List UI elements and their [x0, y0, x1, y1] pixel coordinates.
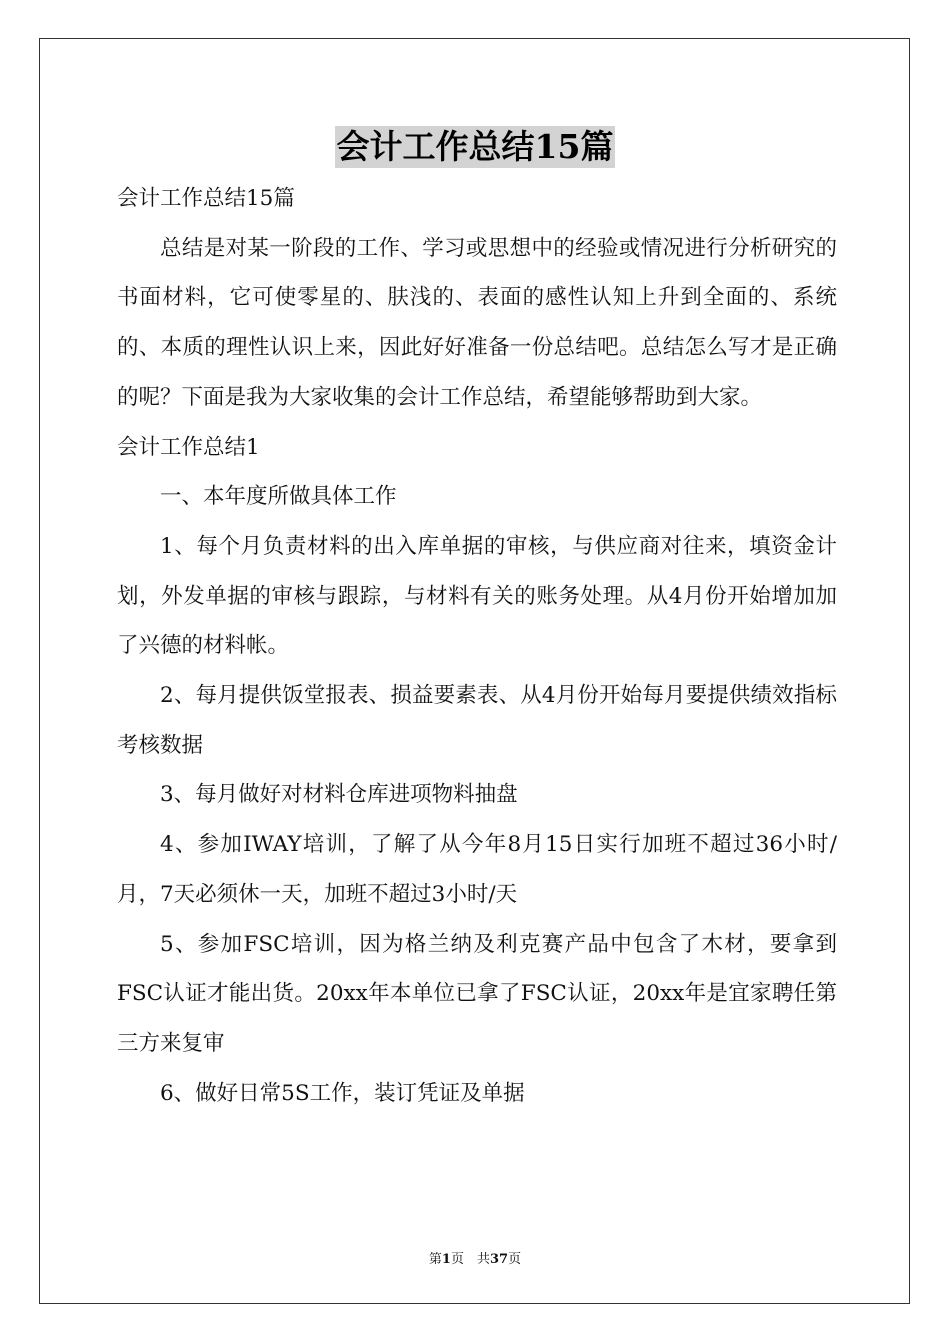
section-heading: 会计工作总结1 [117, 434, 260, 460]
part-heading: 一、本年度所做具体工作 [160, 484, 397, 510]
page-footer [0, 1248, 950, 1267]
list-item: 6、做好日常5S工作，装订凭证及单据 [160, 1080, 525, 1106]
list-item: 5、参加FSC培训，因为格兰纳及利克赛产品中包含了木材，要拿到FSC认证才能出货。20xx年本单位已拿了FSC认证，20xx年是宜家聘任第三方来复审 [117, 931, 837, 1056]
list-item: 2、每月提供饭堂报表、损益要素表、从4月份开始每月要提供绩效指标考核数据 [117, 683, 837, 758]
list-item: 3、每月做好对材料仓库进项物料抽盘 [160, 782, 518, 808]
document-subtitle: 会计工作总结15篇 [117, 186, 295, 211]
page-total: 37 [489, 1252, 509, 1267]
document-body [117, 174, 837, 1118]
list-item: 1、每个月负责材料的出入库单据的审核，与供应商对往来，填资金计划，外发单据的审核与跟踪，与材料有关的账务处理。从4月份开始增加加了兴德的材料帐。 [117, 533, 837, 659]
document-title: 会计工作总结15篇 [336, 127, 614, 166]
page-suffix: 页 [508, 1252, 522, 1267]
title-container [0, 126, 950, 168]
page-mid: 页 共 [450, 1252, 490, 1267]
list-item: 4、参加IWAY培训，了解了从今年8月15日实行加班不超过36小时/月，7天必须休一天，加班不超过3小时/天 [117, 832, 837, 907]
intro-paragraph: 总结是对某一阶段的工作、学习或思想中的经验或情况进行分析研究的书面材料，它可使零星的、肤浅的、表面的感性认知上升到全面的、系统的、本质的理性认识上来，因此好好准备一份总结吧。总结怎么写才是正确的呢？下面是我为大家收集的会计工作总结，希望能够帮助到大家。 [117, 235, 837, 410]
page-current: 1 [441, 1252, 451, 1267]
page-prefix: 第 [428, 1252, 442, 1267]
